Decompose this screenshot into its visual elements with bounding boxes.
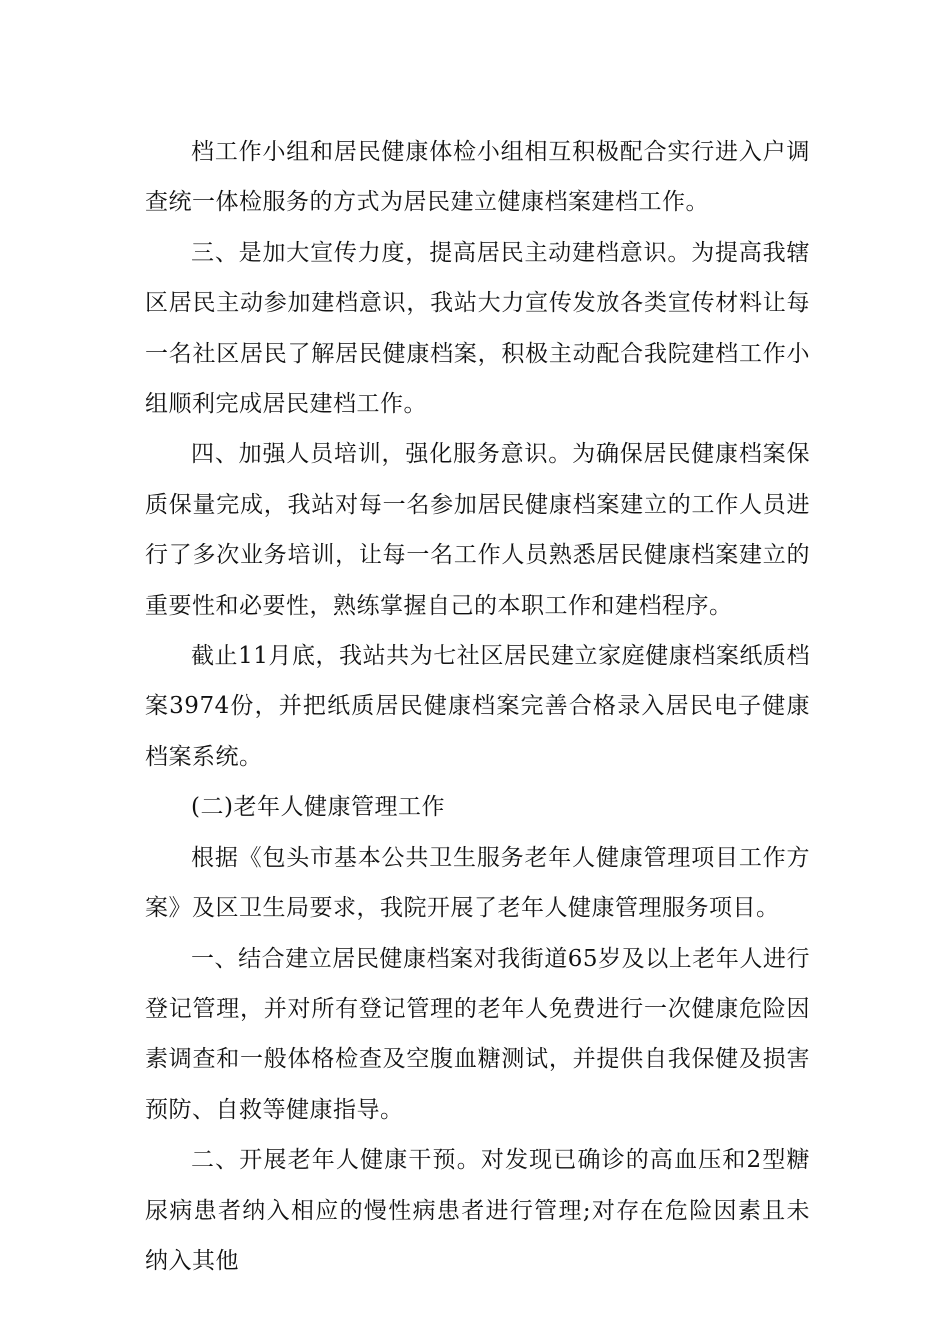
paragraph-elderly-plan: 根据《包头市基本公共卫生服务老年人健康管理项目工作方案》及区卫生局要求，我院开展了老年人健康管理服务项目。 xyxy=(145,844,810,922)
document-body xyxy=(145,127,810,1286)
paragraph-training: 四、加强人员培训，强化服务意识。为确保居民健康档案保质保量完成，我站对每一名参加居民健康档案建立的工作人员进行了多次业务培训，让每一名工作人员熟悉居民健康档案建立的重要性和必要性，熟练掌握自己的本职工作和建档程序。 xyxy=(145,441,810,619)
paragraph-elderly-registration: 一、结合建立居民健康档案对我街道65岁及以上老年人进行登记管理，并对所有登记管理的老年人免费进行一次健康危险因素调查和一般体格检查及空腹血糖测试，并提供自我保健及损害预防、自救等健康指导。 xyxy=(145,945,810,1123)
paragraph-publicity: 三、是加大宣传力度，提高居民主动建档意识。为提高我辖区居民主动参加建档意识，我站大力宣传发放各类宣传材料让每一名社区居民了解居民健康档案，积极主动配合我院建档工作小组顺利完成居民建档工作。 xyxy=(145,239,810,418)
paragraph-elderly-intervention: 二、开展老年人健康干预。对发现已确诊的高血压和2型糖尿病患者纳入相应的慢性病患者进行管理;对存在危险因素且未纳入其他 xyxy=(145,1147,810,1274)
section-heading-elderly: (二)老年人健康管理工作 xyxy=(191,794,445,821)
paragraph-archive-count: 截止11月底，我站共为七社区居民建立家庭健康档案纸质档案3974份，并把纸质居民健康档案完善合格录入居民电子健康档案系统。 xyxy=(145,643,810,770)
paragraph-archive-team: 档工作小组和居民健康体检小组相互积极配合实行进入户调查统一体检服务的方式为居民建立健康档案建档工作。 xyxy=(145,139,810,216)
